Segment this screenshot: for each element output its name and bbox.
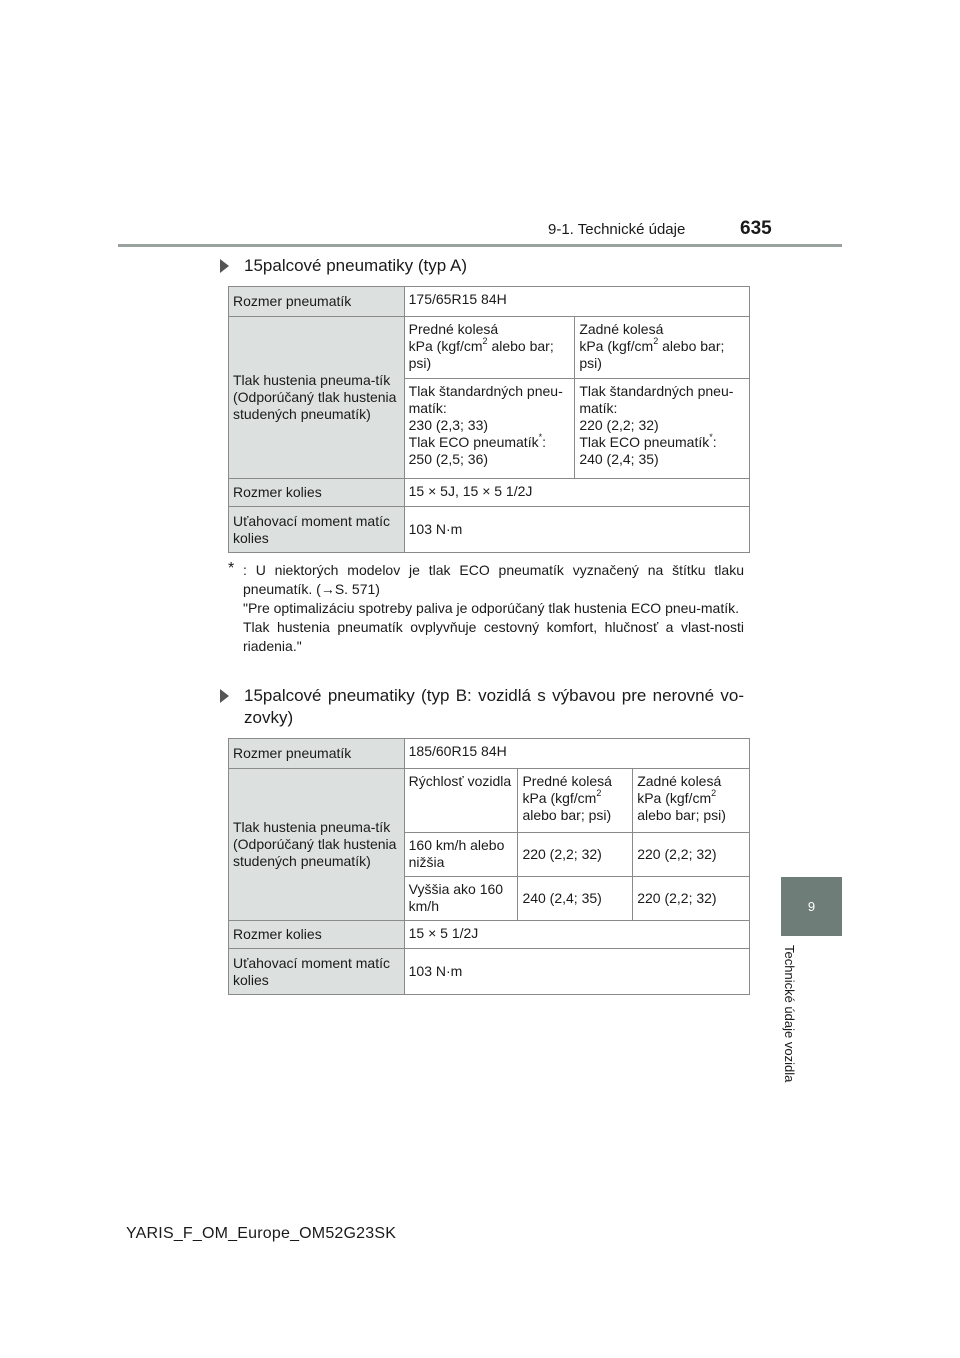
page-number: 635 [740,218,772,239]
wheel-size-label: Rozmer kolies [229,479,405,507]
wheel-size-value: 15 × 5J, 15 × 5 1/2J [404,479,749,507]
table-row [229,739,750,769]
speed-cell: Vyššia ako 160 km/h [404,877,518,921]
tire-size-value: 185/60R15 84H [404,739,749,769]
section-b-heading: 15palcové pneumatiky (typ B: vozidlá s výbavou pre nerovné vo-zovky) [220,685,744,729]
footnote: * : U niektorých modelov je tlak ECO pneumatík vyznačený na štítku tlaku pneumatík. (→S. 571) "Pre optimalizáciu spotreby paliva je odporúčaný tlak hustenia ECO pneu-matík. Tlak hustenia pneumatík ovplyvňuje cestovný komfort, hlučnosť a vlast-nosti riadenia." [228,560,744,654]
section-title: 9-1. Technické údaje [548,221,686,238]
front-pressure-cell: Tlak štandardných pneu-matík: 230 (2,3; 33) Tlak ECO pneumatík*: 250 (2,5; 36) [404,379,575,479]
tire-size-label: Rozmer pneumatík [229,739,405,769]
torque-label: Uťahovací moment matíc kolies [229,507,405,553]
front-pressure-cell: 240 (2,4; 35) [518,877,633,921]
footnote-marker: * [538,432,543,442]
header-divider [118,244,842,247]
triangle-bullet-icon [220,689,229,703]
table-row [229,287,750,317]
table-row [229,507,750,553]
speed-header: Rýchlosť vozidla [404,769,518,833]
rear-pressure-cell: 220 (2,2; 32) [633,877,750,921]
chapter-label: Technické údaje vozidla [782,945,797,1083]
chapter-label-container [772,945,812,1105]
wheel-size-label: Rozmer kolies [229,921,405,949]
footnote-marker: * [709,432,713,442]
table-row [229,921,750,949]
chapter-number: 9 [807,899,816,914]
table-row [229,769,750,833]
footnote-star: * [228,560,235,577]
tire-size-value: 175/65R15 84H [404,287,749,317]
table-row [229,479,750,507]
front-header: Predné kolesá kPa ($kgf/cm^2$ alebo bar; psi) [518,769,633,833]
table-row [229,949,750,995]
torque-value: 103 N·m [404,507,749,553]
pressure-label: Tlak hustenia pneuma-tík (Odporúčaný tlak hustenia studených pneumatík) [229,769,405,921]
chapter-tab [781,877,842,936]
torque-label: Uťahovací moment matíc kolies [229,949,405,995]
table-row [229,317,750,379]
rear-header: Zadné kolesá kPa ($kgf/cm^2$ alebo bar; psi) [575,317,750,379]
rear-pressure-cell: Tlak štandardných pneu-matík: 220 (2,2; 32) Tlak ECO pneumatík*: 240 (2,4; 35) [575,379,750,479]
tire-table-a [228,286,750,553]
front-header: Predné kolesá kPa ($kgf/cm^2$ alebo bar; psi) [404,317,575,379]
rear-pressure-cell: 220 (2,2; 32) [633,833,750,877]
rear-header: Zadné kolesá kPa ($kgf/cm^2$ alebo bar; psi) [633,769,750,833]
pressure-label: Tlak hustenia pneuma-tík (Odporúčaný tlak hustenia studených pneumatík) [229,317,405,479]
tire-size-label: Rozmer pneumatík [229,287,405,317]
triangle-bullet-icon [220,259,229,273]
torque-value: 103 N·m [404,949,749,995]
speed-cell: 160 km/h alebo nižšia [404,833,518,877]
tire-table-b [228,738,750,995]
wheel-size-value: 15 × 5 1/2J [404,921,749,949]
front-pressure-cell: 220 (2,2; 32) [518,833,633,877]
document-id: YARIS_F_OM_Europe_OM52G23SK [126,1225,397,1242]
section-a-heading: 15palcové pneumatiky (typ A) [220,255,744,277]
